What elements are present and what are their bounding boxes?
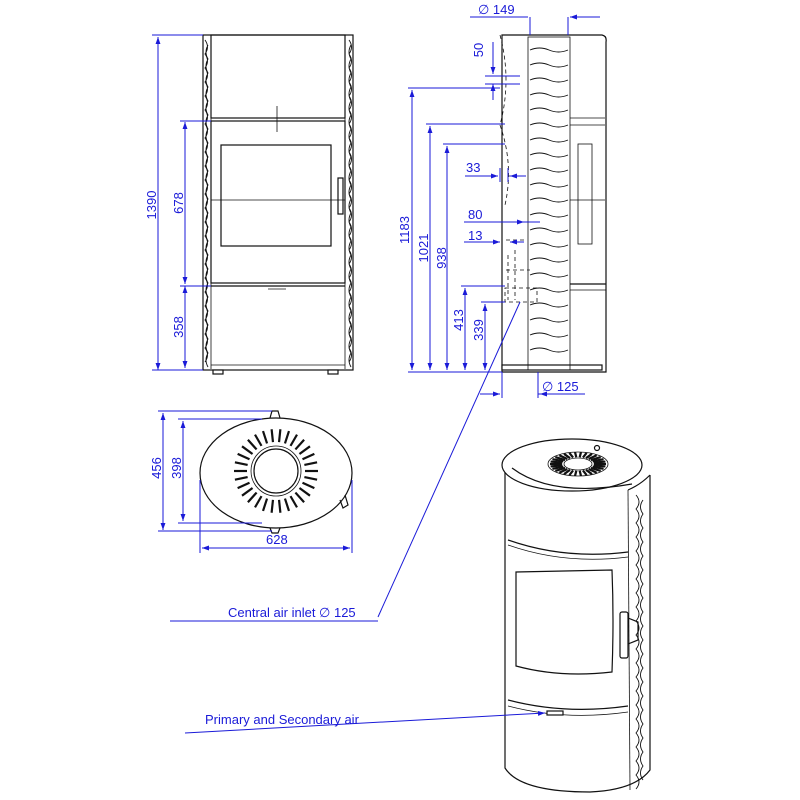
air-slot xyxy=(255,435,262,446)
air-slot xyxy=(235,462,248,465)
air-slot xyxy=(263,499,267,511)
door-handle xyxy=(338,178,343,214)
air-slot xyxy=(302,483,314,488)
air-slot xyxy=(248,493,257,503)
top-handle-back xyxy=(270,411,280,418)
front-glass-window xyxy=(221,145,331,246)
air-slot xyxy=(242,446,253,454)
dim-80: 80 xyxy=(468,207,483,222)
air-slot xyxy=(299,488,310,496)
flue-diameter-label: ∅ 149 xyxy=(478,2,515,17)
air-slot xyxy=(594,462,606,463)
air-slot xyxy=(272,500,273,513)
height-413: 413 xyxy=(451,309,466,331)
air-slot xyxy=(295,493,304,503)
air-slot xyxy=(279,500,280,513)
perspective-top xyxy=(502,439,642,491)
air-slot xyxy=(255,496,262,507)
side-glass-edge xyxy=(578,144,592,244)
front-door-height: 678 xyxy=(171,192,186,214)
height-1183: 1183 xyxy=(397,216,412,244)
air-slot xyxy=(272,429,273,442)
air-slot xyxy=(580,471,581,476)
air-slot xyxy=(295,440,304,450)
top-view xyxy=(149,411,352,553)
height-938: 938 xyxy=(434,247,449,269)
top-outline xyxy=(200,418,352,528)
front-total-height: 1390 xyxy=(144,190,159,220)
front-lower-height: 358 xyxy=(171,316,186,338)
front-right-stone-strip xyxy=(345,36,352,369)
air-slot xyxy=(238,454,250,459)
air-slot xyxy=(299,446,310,454)
height-339: 339 xyxy=(471,319,486,341)
air-slot xyxy=(238,483,250,488)
air-slot xyxy=(304,477,317,480)
air-slot xyxy=(248,440,257,450)
central-air-inlet-label: Central air inlet ∅ 125 xyxy=(228,605,356,620)
air-slot xyxy=(291,496,298,507)
dim-33: 33 xyxy=(466,160,481,175)
air-slot xyxy=(302,454,314,459)
side-view xyxy=(397,2,606,398)
flue-outline xyxy=(500,35,509,205)
front-left-stone-strip xyxy=(205,36,211,369)
air-slot xyxy=(235,477,248,480)
air-slot xyxy=(291,435,298,446)
top-depth-398: 398 xyxy=(169,457,184,479)
perspective-view xyxy=(502,439,650,792)
air-slot xyxy=(304,462,317,465)
air-slot xyxy=(580,452,581,457)
primary-secondary-air-label: Primary and Secondary air xyxy=(205,712,359,727)
height-1021: 1021 xyxy=(416,233,431,263)
dim-13: 13 xyxy=(468,228,483,243)
perspective-glass xyxy=(516,570,613,674)
air-slot xyxy=(279,429,280,442)
air-slot xyxy=(285,499,289,511)
dim-50: 50 xyxy=(471,42,486,58)
air-slot xyxy=(242,488,253,496)
perspective-handle xyxy=(620,612,628,658)
air-slot xyxy=(263,431,267,443)
front-foot-left xyxy=(213,370,223,374)
inlet-diameter-label: ∅ 125 xyxy=(542,379,579,394)
air-slot xyxy=(575,452,576,457)
air-slot xyxy=(575,471,576,476)
leader-labels xyxy=(170,302,545,733)
front-foot-right xyxy=(328,370,338,374)
top-width-628: 628 xyxy=(266,532,288,547)
front-top-panel xyxy=(211,35,345,118)
flue-opening xyxy=(254,449,298,493)
front-view xyxy=(144,35,353,374)
air-slot xyxy=(285,431,289,443)
top-air-slots xyxy=(234,429,318,513)
perspective-door-top xyxy=(508,540,628,554)
air-slot xyxy=(551,465,563,466)
perspective-door-bottom xyxy=(508,700,628,709)
air-inlet-box xyxy=(505,288,537,302)
top-depth-456: 456 xyxy=(149,457,164,479)
